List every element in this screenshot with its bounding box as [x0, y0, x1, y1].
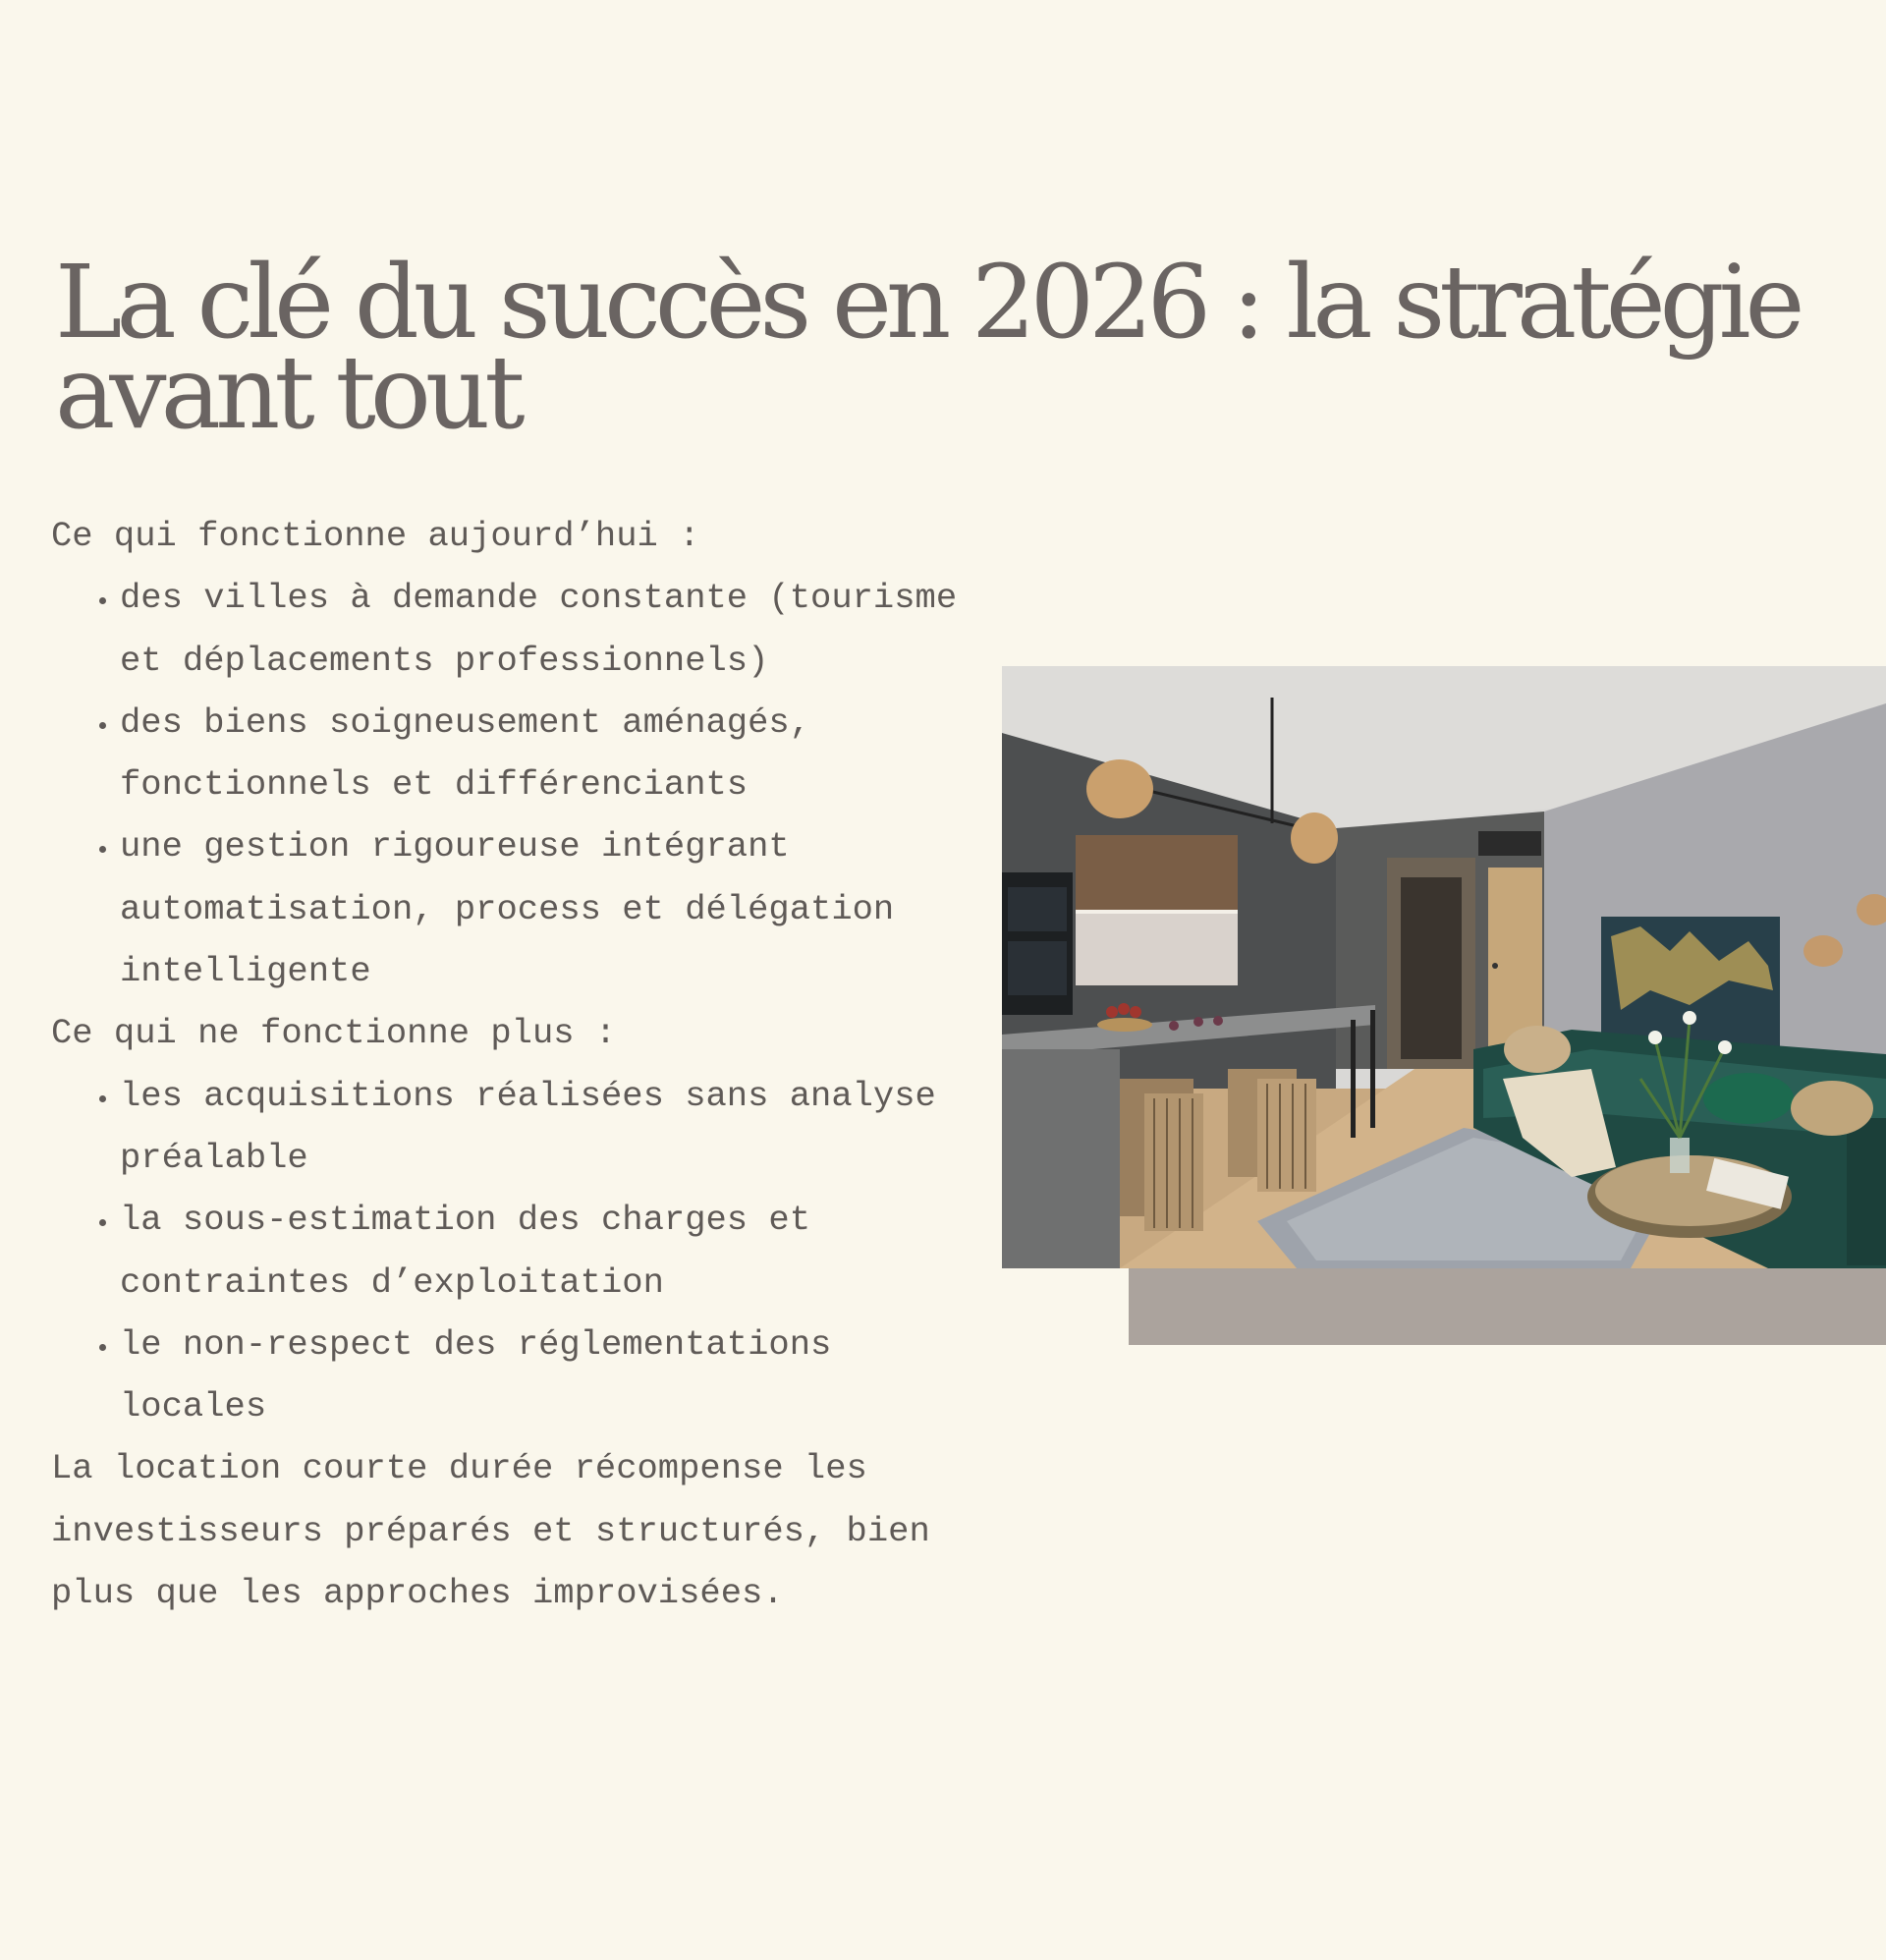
section-heading-works: Ce qui fonctionne aujourd’hui : — [51, 516, 700, 556]
list-item: • les acquisitions réalisées sans analyse préalable — [120, 1065, 994, 1190]
conclusion-text: La location courte durée récompense les investisseurs préparés et structurés, bien plus que les approches improvisées. — [51, 1448, 930, 1614]
list-fails — [51, 1065, 994, 1438]
interior-photo — [1002, 666, 1886, 1268]
list-works — [51, 567, 994, 1002]
list-item: • la sous-estimation des charges et contraintes d’exploitation — [120, 1189, 994, 1314]
list-item: • le non-respect des réglementations locales — [120, 1314, 994, 1438]
list-item: • une gestion rigoureuse intégrant automatisation, process et délégation intelligente — [120, 815, 994, 1002]
section-heading-fails: Ce qui ne fonctionne plus : — [51, 1013, 617, 1054]
list-item: • des biens soigneusement aménagés, fonctionnels et différenciants — [120, 692, 994, 816]
article-body — [51, 505, 994, 1624]
list-item: • des villes à demande constante (tourisme et déplacements professionnels) — [120, 567, 994, 692]
page-title: La clé du succès en 2026 : la stratégie avant tout — [55, 244, 1800, 452]
photo-shadow-block — [1129, 1267, 1886, 1345]
